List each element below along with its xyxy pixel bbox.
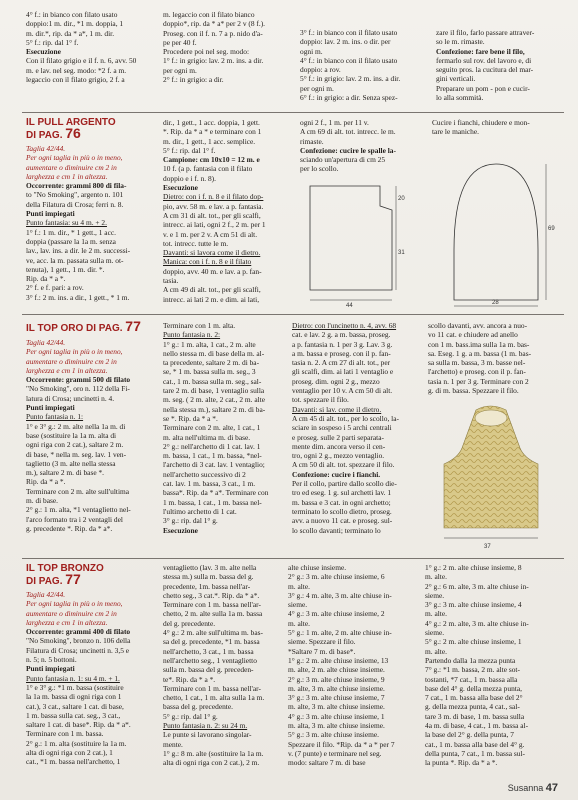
text-line: Per ogni taglia in più o in meno, — [26, 347, 123, 357]
text-line: latura di Crosa; uncinetti n. 4. — [26, 393, 115, 403]
text-line: proseg. dim. ogni 2 g., mezzo — [292, 376, 380, 386]
text-line: 5° g.: 3 m. alte chiuse insieme. — [288, 730, 380, 740]
text-line: 5° f.: in grigio: lav. 2 m. ins. a dir. — [300, 74, 401, 84]
text-line: Partendo dalla 1a mezza punta — [425, 655, 516, 665]
text-line: cat. e lav. 2 g. a m. bassa, proseg. — [292, 330, 391, 340]
text-line: Esecuzione — [163, 183, 198, 193]
top-col-1 — [26, 10, 176, 84]
text-line: 7° g.: *1 m. bassa, 2 m. alte sot- — [425, 665, 520, 675]
s1-body-diagram — [296, 178, 404, 308]
top-col-2 — [163, 10, 298, 84]
text-line: 2° g.: 3 m. alte chiuse insieme, 9 — [288, 674, 385, 684]
text-line: v. (7 punte) e terminare nel seg. — [288, 748, 382, 758]
text-line: lo alla sommità. — [436, 93, 484, 103]
text-line: Rip. da * a *. — [26, 477, 66, 487]
text-line: nell'archetto seg., 1 ventaglietto — [163, 655, 257, 665]
text-line: 2° g.: 1 m. alta, *1 ventaglietto nel- — [26, 505, 131, 515]
text-line: doppia (passare la 1a m. senza — [26, 236, 116, 246]
text-line: per ogni m. — [163, 65, 197, 75]
text-line: m. e lav. nel seg. modo: *2 f. a m. — [26, 65, 127, 75]
text-line: tare 3 m. di base, 1 m. bassa sulla — [425, 711, 525, 721]
text-line: pio, avv. 58 m. e lav. a p. fantasia. — [163, 201, 264, 211]
text-line: 6° f.: in grigio: a dir. Senza spez- — [300, 93, 398, 103]
text-line: m. alte. — [425, 609, 447, 619]
s2-title: IL TOP ORO DI PAG. 77 — [26, 318, 141, 334]
text-line: 4° f.: in bianco con filato usato — [26, 10, 118, 19]
text-line: 4° g.: 3 m. alte chiuse insieme, 1 — [288, 711, 385, 721]
text-line: Campione: cm 10x10 = 12 m. e — [163, 155, 260, 165]
text-line: larghezza e cm 1 in altezza. — [26, 617, 108, 627]
s2-col-1 — [26, 338, 158, 533]
text-line: 4° f.: in bianco con il filato usato — [300, 55, 398, 65]
text-line: Punti impiegati — [26, 403, 75, 413]
text-line: aumentare o diminuire cm 2 in — [26, 356, 117, 366]
text-line: 1° e 3° g.: *1 m. bassa (sostituire — [26, 682, 124, 692]
s1-col-2 — [163, 118, 295, 304]
text-line: Terminare con 2 m. alte, 1 cat., 1 — [163, 423, 261, 433]
top-col1-text — [26, 10, 176, 47]
text-line: Punti impiegati — [26, 209, 75, 219]
text-line: 2° g.: nell'archetto di 1 cat. lav. 1 — [163, 441, 261, 451]
text-line: Taglia 42/44. — [26, 338, 66, 347]
text-line: l'archetto di 3 cat. lav. 1 ventaglio; — [163, 460, 265, 470]
s3-title: IL TOP BRONZO DI PAG. 77 — [26, 563, 104, 587]
text-line: Davanti: si lavora come il dietro. — [163, 248, 261, 258]
text-line: m. bassa e 3 cat. in ogni archetto; — [292, 497, 391, 507]
text-line: Manica: con i f. n. 8 e il filato — [163, 257, 252, 267]
text-line: Dietro: con i f. n. 8 e il filato dop- — [163, 192, 264, 202]
text-line: lo scollo davanti; terminato lo — [292, 525, 381, 535]
text-line: stessa m.) sulla m. bassa del g. — [163, 572, 254, 582]
s2-col-4 — [428, 321, 566, 395]
text-line: sa del g. precedente, *1 m. bassa — [163, 637, 260, 647]
text-line: Terminare con 1 m. bassa. — [26, 729, 104, 739]
text-line: alta di ogni riga con 2 cat.), 1 — [26, 748, 113, 758]
text-line: seguito pros. la cucitura del mar- — [436, 65, 534, 75]
text-line: Confezione: fare bene il filo, — [436, 46, 525, 56]
text-line: legaccio con il filato grigio, 2 f. a — [26, 75, 125, 85]
text-line: 5° f.: rip. dal 1° f. — [163, 145, 216, 155]
text-line: tenuta), 1 gett., 1 m. dir. *. — [26, 264, 105, 274]
text-line: cat., 1 m. bassa alla base del 4° g. — [425, 739, 525, 749]
text-line: Occorrente: grammi 400 di filato — [26, 627, 131, 637]
text-line: larghezza e cm 1 in altezza. — [26, 365, 108, 375]
text-line: to "No Smoking", argento n. 101 — [26, 190, 124, 200]
s2-diag-w: 37 — [484, 544, 491, 550]
text-line: 1° g.: 1 m. alta, 1 cat., 2 m. alte — [163, 339, 256, 349]
text-line: aumentare o diminuire cm 2 in — [26, 608, 117, 618]
text-line: 5° f.: rip. dal 1° f. — [26, 37, 79, 47]
text-line: e proseg. sulle 2 parti separata- — [292, 432, 384, 442]
top-col-3 — [300, 28, 440, 102]
text-line: Occorrente: grammi 500 di filato — [26, 375, 131, 385]
text-line: g. precedente *. Rip. da * a*. — [26, 523, 113, 533]
text-line: sa sulla m. bassa, 3 m. basse nel- — [428, 358, 526, 368]
text-line: Spezzare il filo. *Rip. da * a * per 7 — [288, 739, 395, 749]
text-line: "No Smoking", oro n. 112 della Fi- — [26, 384, 130, 394]
text-line: m. bassa, 1 cat., 1 m. bassa, *nel- — [163, 451, 262, 461]
text-line: 4a m. di base, 4 cat., 1 m. bassa al- — [425, 721, 529, 731]
text-line: doppio: a rov. — [300, 65, 341, 75]
text-line: ogni 2 f., 1 m. per 11 v. — [300, 118, 369, 127]
text-line: sieme. — [288, 600, 308, 610]
divider-2 — [22, 314, 564, 315]
text-line: Terminare con 1 m. alta. — [163, 321, 236, 330]
text-line: Dietro: con l'uncinetto n. 4, avv. 68 — [292, 321, 397, 330]
text-line: l'ultimo archetto di 1 cat. — [163, 506, 237, 516]
text-line: Occorrente: grammi 800 di fila- — [26, 181, 127, 191]
text-line: Terminare con 1 m. bassa nell'ar- — [163, 683, 261, 693]
text-line: 5° g.: 2 m. alte chiuse insieme, 1 — [425, 637, 522, 647]
text-line: ventaglietto (lav. 3 m. alte nella — [163, 563, 257, 572]
text-line: mente. — [163, 739, 183, 749]
text-line: cat., 1 m. bassa sulla m. seg., sal- — [163, 376, 262, 386]
text-line: m. dir.*, rip. da * a*, 1 m. dir. — [26, 28, 115, 38]
s2-col-2 — [163, 321, 293, 535]
text-line: rimaste. — [300, 136, 324, 146]
text-line: 1 m. bassa sulla cat. seg., 3 cat., — [26, 710, 121, 720]
text-line: Con il filato grigio e il f. n. 6, avv. 50 — [26, 56, 137, 66]
text-line: precedente, 1m. bassa nell'ar- — [163, 581, 251, 591]
text-line: chetto seg., 3 cat.*. Rip. da * a*. — [163, 590, 260, 600]
text-line: tostanti, *7 cat., 1 m. bassa alla — [425, 674, 518, 684]
text-line: Cucire i fianchi, chiudere e mon- — [432, 118, 530, 127]
s1-title: IL PULL ARGENTO DI PAG. 76 — [26, 117, 116, 141]
text-line: vo 11 cat. e chiudere ad anello — [428, 330, 518, 340]
s3-col-4 — [425, 563, 565, 768]
text-line: ve, acc. la m. passata sulla m. ot- — [26, 255, 124, 265]
text-line: 4° g.: 2 m. alte, 3 m. alte chiuse in- — [425, 618, 529, 628]
text-line: 2° g.: 3 m. alte chiuse insieme, 6 — [288, 572, 385, 582]
text-line: tasia. — [163, 276, 179, 286]
text-line: 4° g.: 2 m. alte sull'ultima m. bas- — [163, 628, 263, 638]
text-line: 5° g.: 1 m. alte, 2 m. alte chiuse in- — [288, 628, 392, 638]
text-line: m. alte. — [288, 581, 310, 591]
s2-top-diagram — [420, 398, 570, 558]
text-line: la punta *. Rip. da * a *. — [425, 758, 498, 768]
text-line: saltare 1 cat. di base*. Rip. da * a*. — [26, 720, 131, 730]
text-line: base (sostituire la 1a m. alta di — [26, 430, 117, 440]
text-line: alte chiuse insieme. — [288, 563, 347, 572]
text-line: Procedere poi nel seg. modo: — [163, 47, 249, 57]
text-line: 1° g.: 2 m. alte chiuse insieme, 8 — [425, 563, 522, 572]
s1-d2-w: 28 — [492, 300, 499, 306]
text-line: la 1a m. bassa di ogni riga con 1 — [26, 692, 122, 702]
text-line: gli scalfi, dim. ai lati 1 ventaglio e — [292, 367, 394, 377]
text-line: *Saltare 7 m. di base*. — [288, 646, 356, 656]
text-line: Terminare con 2 m. alte sull'ultima — [26, 486, 130, 496]
text-line: g. di m. bassa. Spezzare il filo. — [428, 386, 519, 396]
text-line: chetto, 1 cat., 1 m. alta sulla 1a m. — [163, 693, 265, 703]
text-line: fermarlo sul rov. del lavoro e, di — [436, 55, 532, 65]
text-line: alta di ogni riga con 2 cat.), 2 m. — [163, 758, 260, 768]
text-line: 2° g.: 6 m. alte, 3 m. alte chiuse in- — [425, 581, 529, 591]
text-line: A cm 50 di alt. tot. spezzare il filo. — [292, 460, 395, 470]
text-line: ogni m. — [300, 46, 323, 56]
text-line: di base, * nella m. seg. lav. 1 ven- — [26, 449, 127, 459]
footer-brand: Susanna — [507, 783, 544, 793]
s1-col-4 — [432, 118, 567, 137]
text-line: Filatura di Crosa; uncinetti n. 3,5 e — [26, 645, 130, 655]
text-line: m. alte. — [425, 646, 447, 656]
text-line: taglietto (3 m. alte nella stessa — [26, 458, 116, 468]
text-line: A cm 31 di alt. tot., per gli scalfi, — [163, 210, 261, 220]
text-line: 3° g.: 4 m. alte, 3 m. alte chiuse in- — [288, 590, 392, 600]
text-line: tot. spezzare il filo. — [292, 395, 349, 405]
text-line: modo: saltare 7 m. di base — [288, 758, 366, 768]
text-line: 3° g.: 3 m. alte chiuse insieme, 4 — [425, 600, 522, 610]
text-line: m.), saltare 2 m. di base *. — [26, 468, 104, 478]
text-line: 5° g.: rip. dal 1° g. — [163, 711, 218, 721]
text-line: nell'archetto successivo di 2 — [163, 469, 246, 479]
text-line: Punto fantasia n. 2: su 24 m. — [163, 721, 248, 731]
text-line: doppio: lav. 2 m. ins. o dir. per — [300, 37, 391, 47]
s1-d1-w: 44 — [346, 303, 353, 309]
text-line: avv. a nuovo 11 cat. e proseg. sul- — [292, 516, 393, 526]
text-line: Per il collo, partire dallo scollo die- — [292, 479, 397, 489]
text-line: Punto fantasia: su 4 m. + 2. — [26, 218, 107, 228]
text-line: m. legaccio con il filato bianco — [163, 10, 255, 19]
text-line: m. alte, 2 m. alte chiuse insieme. — [288, 665, 385, 675]
text-line: l'arco formato tra i 2 ventagli del — [26, 514, 123, 524]
text-line: ventaglio per 10 v. A cm 50 di alt. — [292, 386, 393, 396]
page-number: 47 — [545, 782, 558, 794]
text-line: larghezza e cm 1 in altezza. — [26, 171, 108, 181]
text-line: bassa del g. precedente. — [163, 702, 233, 712]
text-line: Taglia 42/44. — [26, 590, 66, 599]
text-line: a p. fantasia n. 1 per 3 g. Lav. 3 g. — [292, 339, 393, 349]
text-line: Punto fantasia n. 1: — [26, 412, 84, 422]
text-line: A cm 69 di alt. tot. intrecc. le m. — [300, 127, 396, 137]
text-line: Per ogni taglia in più o in meno, — [26, 599, 123, 609]
text-line: doppio:1 m. dir., *1 m. doppia, 1 — [26, 19, 124, 29]
text-line: nella stessa m.), saltare 2 m. di ba- — [163, 404, 266, 414]
text-line: chetto, 2 m. alte sulla 1a m. bassa — [163, 609, 263, 619]
s1-sleeve-diagram — [430, 150, 570, 310]
text-line: ogni riga con 2 cat.), saltare 2 m. — [26, 440, 124, 450]
divider-3 — [22, 558, 564, 559]
text-line: 7 cat., 1 m. bassa alla base del 2° — [425, 693, 523, 703]
text-line: m. alte, 3 m. alte chiuse insieme. — [288, 683, 385, 693]
text-line: so le m. rimaste. — [436, 37, 485, 47]
text-line: Confezione: cucire i fianchi. — [292, 469, 381, 479]
text-line: del g. precedente. — [163, 618, 216, 628]
text-line: 2° f.: in grigio: a dir. — [163, 75, 224, 85]
text-line: 3° g.: rip. dal 1° g. — [163, 516, 218, 526]
text-line: m. alta nell'ultima m. di base. — [163, 432, 251, 442]
s1-d2-h: 69 — [548, 226, 555, 232]
text-line: se *. Rip. da * a *. — [163, 413, 218, 423]
s1-d1-h1: 20 — [398, 196, 405, 202]
text-line: mente dim. ancora verso il cen- — [292, 441, 386, 451]
text-line: con 1 m. bass.ima sulla 1a m. bas- — [428, 339, 530, 349]
text-line: Taglia 42/44. — [26, 144, 66, 153]
text-line: Punto fantasia n. 2: — [163, 330, 221, 340]
text-line: cat. lav. 1 m. bassa, 3 cat., 1 m. — [163, 479, 256, 489]
s1-col-1 — [26, 144, 158, 302]
text-line: sa. Eseg. 1 g. a m. bassa (1 m. bas- — [428, 348, 532, 358]
text-line: 2° g.: 1 m. alta (sostituire la 1a m. — [26, 738, 127, 748]
top-col1-heading: Esecuzione — [26, 47, 61, 57]
text-line: 1 m. bassa, 1 cat., 1 m. bassa nel- — [163, 497, 262, 507]
text-line: tot. intrecc. tutte le m. — [163, 238, 229, 248]
text-line: tro ed eseg. 1 g. sul archetti lav. 1 — [292, 488, 392, 498]
text-line: sulla m. bassa del g. preceden- — [163, 665, 254, 675]
text-line: doppio*, rip. da * a* per 2 v (8 f.). — [163, 19, 266, 29]
text-line: doppio e i f. n. 8). — [163, 173, 216, 183]
text-line: A cm 49 di alt. tot., per gli scalfi, — [163, 285, 261, 295]
text-line: *. Rip. da * a * e terminare con 1 — [163, 127, 262, 137]
text-line: terminato lo scollo dietro, proseg. — [292, 506, 392, 516]
text-line: aumentare o diminuire cm 2 in — [26, 162, 117, 172]
text-line: v. e 1 m. per 2 v. A cm 51 di alt. — [163, 229, 258, 239]
text-line: Le punte si lavorano singolar- — [163, 730, 252, 740]
text-line: per lo scollo. — [300, 164, 339, 174]
text-line: n. 5; n. 5 bottoni. — [26, 655, 77, 665]
text-line: m. alte. — [288, 618, 310, 628]
text-line: m. alta, 3 m. alte chiuse insieme. — [288, 721, 385, 731]
text-line: 4° g.: 3 m. alte chiuse insieme, 2 — [288, 609, 385, 619]
s3-col-2 — [163, 563, 288, 768]
text-line: sciando un'apertura di cm 25 — [300, 155, 386, 165]
text-line: cat.), 3 cat., saltare 1 cat. di base, — [26, 701, 124, 711]
text-line: della punta, 7 cat., 1 m. bassa sul- — [425, 748, 525, 758]
text-line: m. dir., 1 gett., 1 acc. semplice. — [163, 136, 256, 146]
text-line: doppio, avv. 40 m. e lav. a p. fan- — [163, 266, 262, 276]
page-footer — [508, 782, 558, 794]
text-line: Punti impiegati — [26, 664, 75, 674]
text-line: della Filatura di Crosa; ferri n. 8. — [26, 199, 124, 209]
text-line: Proseg. con il f. n. 7 a p. nido d'a- — [163, 28, 263, 38]
text-line: sieme. Spezzare il filo. — [288, 637, 356, 647]
text-line: base del 4° g. della mezza punta, — [425, 683, 522, 693]
text-line: 2° f. e f. pari: a rov. — [26, 283, 84, 293]
text-line: la base del 2° g. della punta, 7 — [425, 730, 514, 740]
text-line: m. alte. — [425, 572, 447, 582]
text-line: bassa*. Rip. da * a*. Terminare con — [163, 488, 269, 498]
text-line: Rip. da * a *. — [26, 274, 66, 284]
text-line: Confezione: cucire le spalle la- — [300, 145, 396, 155]
text-line: a m. bassa e proseg. con il p. fan- — [292, 348, 391, 358]
s1-col-3 — [300, 118, 430, 174]
text-line: sieme. — [425, 590, 445, 600]
text-line: 1° f.: in grigio: lav. 2 m. ins. a dir. — [163, 56, 264, 66]
top-col1-body — [26, 56, 176, 84]
text-line: 3° f.: in bianco con il filato usato — [300, 28, 398, 37]
text-line: g. della mezza punta, 4 cat., sal- — [425, 702, 520, 712]
s3-col-1 — [26, 590, 158, 767]
text-line: sieme. — [425, 628, 445, 638]
text-line: tare 2 m. di base, 1 ventaglio sulla — [163, 386, 265, 396]
text-line: 10 f. (a p. fantasia con il filato — [163, 164, 253, 174]
text-line: m. seg. ( 2 m. alte, 2 cat., 2 m. alte — [163, 395, 266, 405]
text-line: 1° e 3° g.: 2 m. alte nella 1a m. di — [26, 421, 126, 431]
text-line: nell'archetto, 3 cat., 1 m. bassa — [163, 646, 254, 656]
text-line: tasia n. 1 per 3 g. Terminare con 2 — [428, 376, 529, 386]
text-line: tasia n. 2. A cm 27 di alt. tot., per — [292, 358, 391, 368]
text-line: cat., *1 m. bassa nell'archetto, 1 — [26, 757, 121, 767]
text-line: Preparare un pom - pon e cucir- — [436, 83, 530, 93]
text-line: 3° f.: 2 m. ins. a dir., 1 gett., * 1 m. — [26, 292, 130, 302]
text-line: 3° g.: 3 m. alte chiuse insieme, 7 — [288, 693, 385, 703]
text-line: sciare in sospeso i 5 archi centrali — [292, 423, 392, 433]
text-line: gini verticali. — [436, 74, 476, 84]
text-line: Per ogni taglia in più o in meno, — [26, 153, 123, 163]
text-line: 1° f.: 1 m. dir., * 1 gett., 1 acc. — [26, 227, 116, 237]
s3-col-3 — [288, 563, 418, 768]
text-line: m. di base. — [26, 496, 59, 506]
divider-1 — [22, 112, 564, 113]
text-line: tro, ogni 2 g., mezzo ventaglio. — [292, 451, 385, 461]
text-line: A cm 45 di alt. tot., per lo scollo, la- — [292, 413, 399, 423]
text-line: Terminare con 1 m. bassa nell'ar- — [163, 600, 261, 610]
text-line: intrecc. ai lati, ogni 2 f., 2 m. per 1 — [163, 220, 266, 230]
text-line: 1° g.: 2 m. alte chiuse insieme, 13 — [288, 655, 389, 665]
top-col-4 — [436, 28, 566, 102]
text-line: pe per 40 f. — [163, 37, 197, 47]
text-line: Punto fantasia n. 1: su 4 m. + 1. — [26, 673, 120, 683]
text-line: te*. Rip. da * a *. — [163, 674, 216, 684]
text-line: scollo davanti, avv. ancora a nuo- — [428, 321, 528, 330]
text-line: per ogni m. — [300, 83, 334, 93]
s1-d1-h2: 31 — [398, 250, 405, 256]
text-line: se, * 1 m. bassa sulla m. seg., 3 — [163, 367, 256, 377]
s2-col-3 — [292, 321, 424, 535]
text-line: zare il filo, farlo passare attraver- — [436, 28, 535, 37]
text-line: intrecc. ai lati 2 m. e dim. ai lati, — [163, 294, 260, 304]
text-line: "No Smoking", bronzo n. 106 della — [26, 636, 131, 646]
text-line: nello stessa m. di base della m. al- — [163, 348, 265, 358]
text-line: tare le maniche. — [432, 127, 479, 137]
text-line: 1° g.: 8 m. alte (sostituire la 1a m. — [163, 748, 264, 758]
text-line: Esecuzione — [163, 525, 198, 535]
text-line: lav., lav. ins. a dir. le 2 m. successi- — [26, 246, 131, 256]
text-line: ta precedente, saltare 2 m. di ba- — [163, 358, 260, 368]
text-line: Davanti: si lav. come il dietro. — [292, 404, 382, 414]
text-line: dir., 1 gett., 1 acc. doppia, 1 gett. — [163, 118, 260, 127]
text-line: l'archetto) e proseg. con il p. fan- — [428, 367, 526, 377]
text-line: m. alte, 3 m. alte chiuse insieme. — [288, 702, 385, 712]
